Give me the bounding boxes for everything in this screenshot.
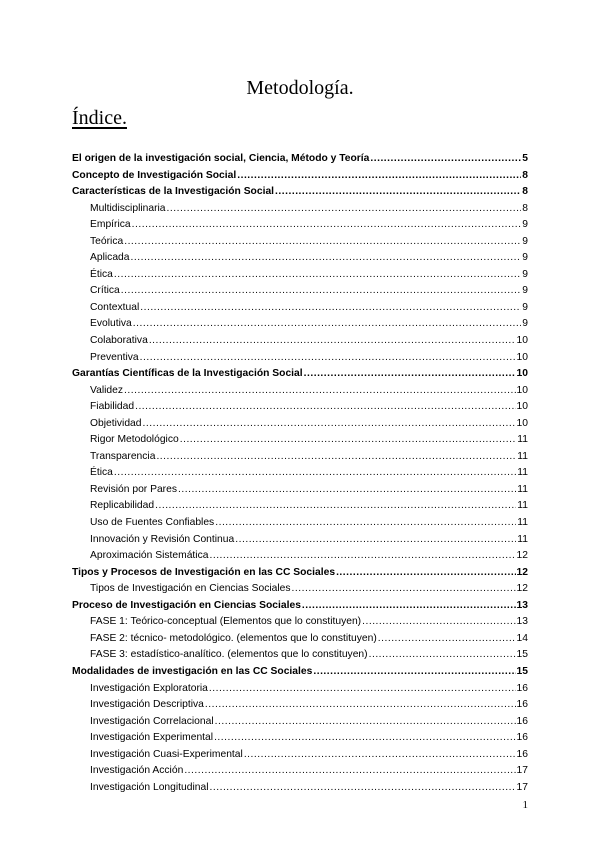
toc-subsection-entry[interactable] [72,747,528,764]
toc-dot-leader [215,714,516,731]
toc-entry-page: 16 [516,699,528,711]
toc-entry-title: Investigación Experimental [90,732,214,744]
toc-dot-leader [336,565,515,582]
toc-dot-leader [304,366,516,383]
toc-entry-title: Evolutiva [90,318,132,330]
page-number: 1 [522,799,528,811]
document-title: Metodología. [246,77,354,99]
table-of-contents [72,151,528,796]
toc-entry-page: 8 [522,169,528,181]
toc-entry-title: Rigor Metodológico [90,434,179,446]
toc-dot-leader [275,184,521,201]
toc-dot-leader [143,416,516,433]
toc-subsection-entry[interactable] [72,465,528,482]
toc-entry-page: 15 [516,665,528,677]
toc-dot-leader [292,581,516,598]
toc-entry-title: Garantías Científicas de la Investigación Social [72,368,303,380]
toc-entry-page: 12 [516,566,528,578]
toc-entry-page: 9 [522,318,528,330]
toc-subsection-entry[interactable] [72,763,528,780]
toc-subsection-entry[interactable] [72,532,528,549]
toc-entry-page: 11 [517,517,528,529]
toc-entry-page: 15 [516,649,528,661]
toc-dot-leader [369,647,516,664]
toc-dot-leader [209,548,515,565]
toc-subsection-entry[interactable] [72,647,528,664]
toc-entry-page: 10 [516,417,528,429]
toc-subsection-entry[interactable] [72,267,528,284]
toc-entry-title: Concepto de Investigación Social [72,169,237,181]
toc-dot-leader [133,316,521,333]
toc-entry-page: 9 [522,301,528,313]
toc-entry-page: 9 [522,268,528,280]
toc-subsection-entry[interactable] [72,234,528,251]
toc-subsection-entry[interactable] [72,250,528,267]
toc-subsection-entry[interactable] [72,614,528,631]
toc-dot-leader [155,498,516,515]
toc-dot-leader [362,614,515,631]
toc-dot-leader [121,283,522,300]
toc-section-entry[interactable] [72,565,528,582]
toc-entry-title: Replicabilidad [90,500,155,512]
toc-entry-page: 11 [517,467,528,479]
toc-entry-title: Empírica [90,219,131,231]
toc-dot-leader [167,201,522,218]
toc-entry-page: 12 [516,583,528,595]
toc-entry-title: Aproximación Sistemática [90,550,209,562]
toc-entry-title: Transparencia [90,450,156,462]
toc-subsection-entry[interactable] [72,581,528,598]
toc-subsection-entry[interactable] [72,730,528,747]
toc-dot-leader [244,747,516,764]
toc-entry-title: Modalidades de investigación en las CC Sociales [72,665,313,677]
toc-entry-page: 14 [516,632,528,644]
toc-subsection-entry[interactable] [72,333,528,350]
toc-entry-title: Tipos de Investigación en Ciencias Sociales [90,583,291,595]
toc-subsection-entry[interactable] [72,681,528,698]
toc-subsection-entry[interactable] [72,515,528,532]
toc-entry-title: Fiabilidad [90,401,135,413]
toc-subsection-entry[interactable] [72,350,528,367]
toc-entry-page: 12 [516,550,528,562]
toc-entry-page: 9 [522,285,528,297]
toc-entry-title: Objetividad [90,417,142,429]
toc-entry-title: Preventiva [90,351,139,363]
toc-entry-title: Ética [90,268,113,280]
toc-entry-page: 16 [516,682,528,694]
toc-dot-leader [124,234,521,251]
toc-dot-leader [378,631,516,648]
toc-entry-page: 10 [516,368,528,380]
toc-entry-page: 8 [522,202,528,214]
toc-section-entry[interactable] [72,664,528,681]
toc-entry-title: FASE 1: Teórico-conceptual (Elementos que lo constituyen) [90,616,362,628]
toc-dot-leader [205,697,516,714]
toc-entry-title: Validez [90,384,124,396]
toc-dot-leader [132,217,522,234]
toc-entry-page: 11 [517,483,528,495]
toc-dot-leader [135,399,515,416]
toc-dot-leader [210,780,516,797]
toc-entry-page: 10 [516,335,528,347]
toc-subsection-entry[interactable] [72,399,528,416]
toc-entry-title: Multidisciplinaria [90,202,166,214]
toc-dot-leader [124,383,516,400]
toc-section-entry[interactable] [72,151,528,168]
toc-entry-title: Investigación Cuasi-Experimental [90,748,243,760]
toc-entry-title: FASE 2: técnico- metodológico. (elementos que lo constituyen) [90,632,377,644]
toc-section-entry[interactable] [72,366,528,383]
toc-entry-page: 10 [516,401,528,413]
toc-dot-leader [131,250,522,267]
toc-entry-page: 17 [516,765,528,777]
toc-subsection-entry[interactable] [72,631,528,648]
toc-entry-title: Revisión por Pares [90,483,177,495]
toc-dot-leader [180,432,517,449]
toc-subsection-entry[interactable] [72,449,528,466]
toc-entry-page: 9 [522,219,528,231]
toc-subsection-entry[interactable] [72,780,528,797]
toc-entry-title: Ética [90,467,113,479]
toc-entry-title: Colaborativa [90,335,148,347]
toc-entry-page: 11 [517,533,528,545]
toc-entry-page: 11 [517,500,528,512]
toc-entry-title: Investigación Acción [90,765,184,777]
toc-dot-leader [214,730,515,747]
toc-entry-page: 10 [516,384,528,396]
toc-subsection-entry[interactable] [72,201,528,218]
toc-subsection-entry[interactable] [72,416,528,433]
toc-dot-leader [178,482,516,499]
toc-dot-leader [237,168,521,185]
toc-subsection-entry[interactable] [72,432,528,449]
toc-dot-leader [156,449,516,466]
toc-entry-title: El origen de la investigación social, Ciencia, Método y Teoría [72,153,370,164]
toc-entry-title: Contextual [90,301,140,313]
toc-entry-title: Aplicada [90,252,130,264]
toc-entry-page: 5 [522,153,528,164]
toc-subsection-entry[interactable] [72,714,528,731]
toc-entry-title: FASE 3: estadístico-analítico. (elementos que lo constituyen) [90,649,368,661]
toc-dot-leader [140,350,516,367]
toc-entry-page: 11 [517,434,528,446]
toc-entry-page: 13 [516,616,528,628]
toc-entry-title: Proceso de Investigación en Ciencias Sociales [72,599,301,611]
toc-subsection-entry[interactable] [72,498,528,515]
toc-entry-page: 16 [516,748,528,760]
toc-entry-title: Investigación Correlacional [90,715,214,727]
toc-dot-leader [140,300,521,317]
toc-entry-title: Tipos y Procesos de Investigación en las CC Sociales [72,566,336,578]
toc-subsection-entry[interactable] [72,283,528,300]
toc-entry-page: 16 [516,732,528,744]
toc-entry-title: Crítica [90,285,120,297]
toc-entry-page: 17 [516,781,528,793]
toc-dot-leader [114,465,516,482]
toc-subsection-entry[interactable] [72,383,528,400]
toc-entry-page: 11 [517,450,528,462]
toc-section-entry[interactable] [72,168,528,185]
toc-section-entry[interactable] [72,598,528,615]
index-heading: Índice. [72,107,127,129]
toc-entry-page: 8 [522,186,528,198]
toc-entry-title: Investigación Descriptiva [90,699,204,711]
toc-dot-leader [370,151,521,168]
toc-entry-page: 16 [516,715,528,727]
toc-entry-page: 9 [522,252,528,264]
toc-dot-leader [235,532,516,549]
toc-dot-leader [114,267,521,284]
toc-entry-title: Investigación Exploratoria [90,682,208,694]
toc-entry-title: Innovación y Revisión Continua [90,533,235,545]
toc-entry-page: 13 [516,599,528,611]
toc-dot-leader [313,664,515,681]
toc-dot-leader [149,333,516,350]
toc-dot-leader [209,681,516,698]
toc-entry-title: Uso de Fuentes Confiables [90,517,215,529]
toc-subsection-entry[interactable] [72,482,528,499]
toc-entry-title: Teórica [90,235,124,247]
toc-subsection-entry[interactable] [72,316,528,333]
toc-subsection-entry[interactable] [72,697,528,714]
toc-dot-leader [184,763,515,780]
toc-subsection-entry[interactable] [72,548,528,565]
toc-subsection-entry[interactable] [72,217,528,234]
toc-subsection-entry[interactable] [72,300,528,317]
toc-entry-title: Investigación Longitudinal [90,781,209,793]
toc-entry-title: Características de la Investigación Social [72,186,275,198]
toc-section-entry[interactable] [72,184,528,201]
toc-dot-leader [302,598,516,615]
toc-dot-leader [215,515,516,532]
toc-entry-page: 10 [516,351,528,363]
toc-entry-page: 9 [522,235,528,247]
